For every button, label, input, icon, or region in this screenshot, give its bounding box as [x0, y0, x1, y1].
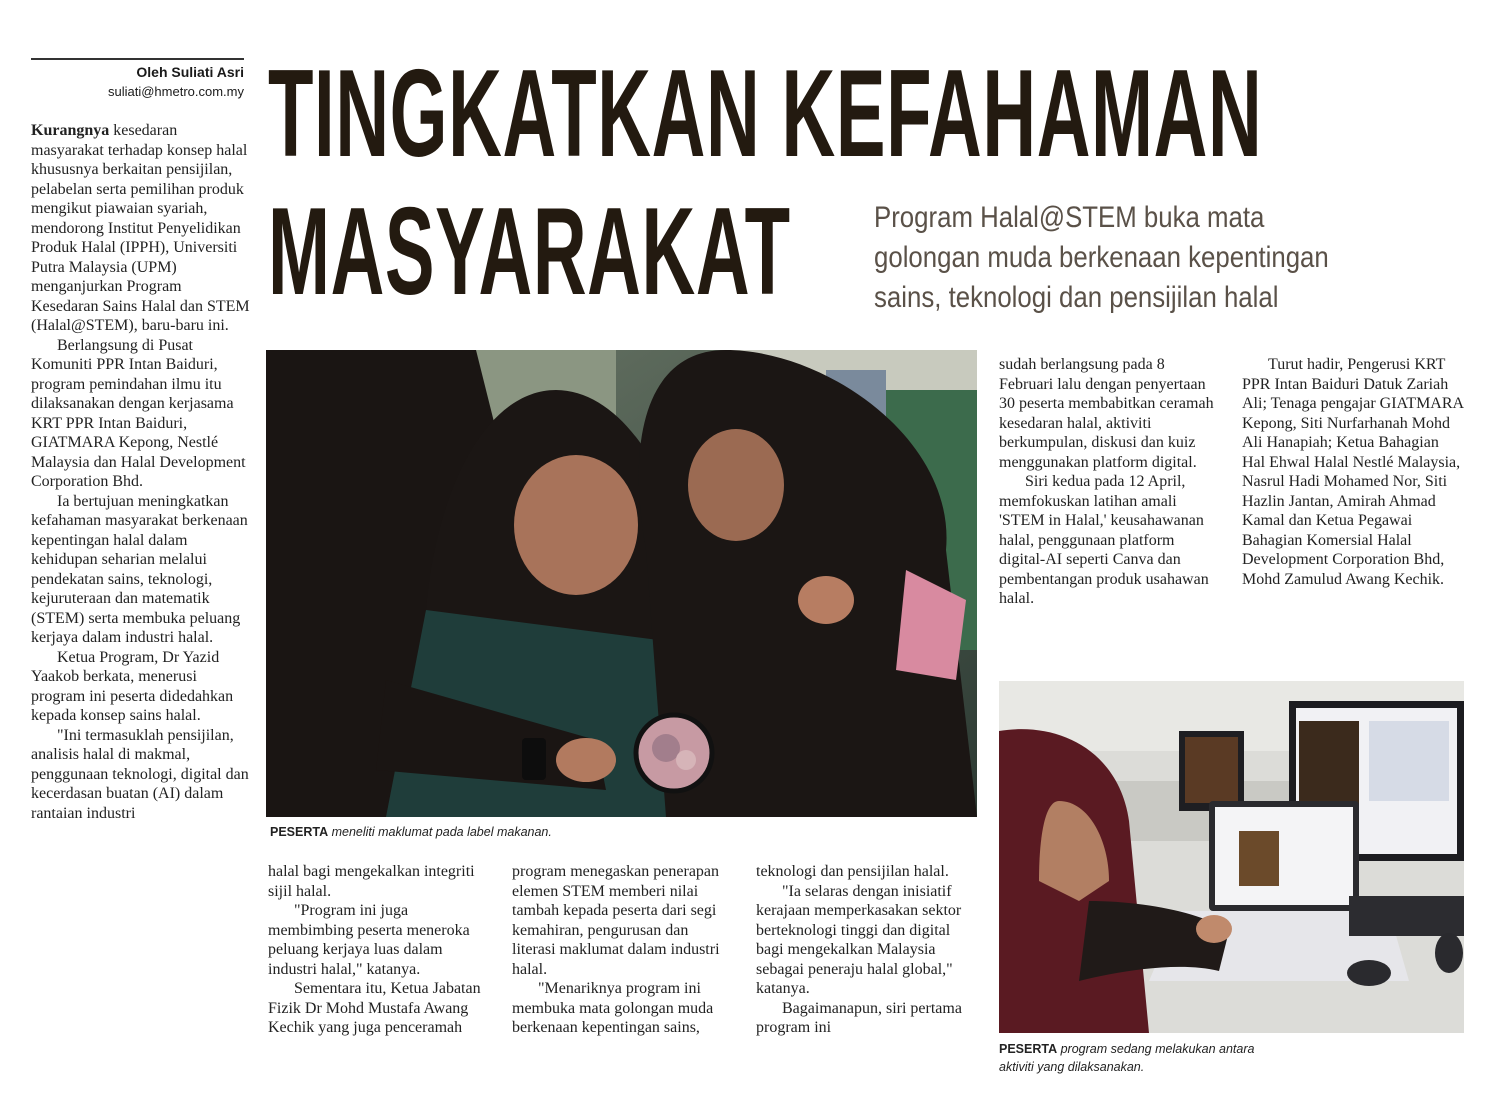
paragraph: Ia bertujuan meningkatkan kefahaman masyarakat berkenaan kepentingan halal dalam kehidupan seharian melalui pendekatan sains, teknologi, kejuruteraan dan matematik (STEM) serta membuka peluang kerjaya dalam industri halal.: [31, 492, 248, 646]
article-column-6: [1242, 355, 1464, 589]
paragraph: Bagaimanapun, siri pertama program ini: [756, 999, 962, 1036]
article-column-5: [999, 355, 1221, 609]
article-column-2: [268, 862, 490, 1038]
article-column-1: [31, 121, 251, 823]
subheadline: Program Halal@STEM buka mata golongan muda berkenaan kepentingan sains, teknologi dan pensijilan halal: [874, 201, 1329, 314]
paragraph: "Program ini juga membimbing peserta meneroka peluang kerjaya luas dalam industri halal," katanya.: [268, 902, 470, 978]
photo-caption-1: [270, 823, 976, 841]
caption-lead: PESERTA: [999, 1042, 1058, 1056]
paragraph: sudah berlangsung pada 8 Februari lalu dengan penyertaan 30 peserta membabitkan ceramah kesedaran halal, aktiviti berkumpulan, diskusi dan kuiz menggunakan platform digital.: [999, 356, 1214, 471]
photo-caption-2: [999, 1040, 1289, 1076]
paragraph: halal bagi mengekalkan integriti sijil halal.: [268, 863, 475, 900]
paragraph: Sementara itu, Ketua Jabatan Fizik Dr Mohd Mustafa Awang Kechik yang juga penceramah: [268, 980, 481, 1036]
caption-lead: PESERTA: [270, 825, 329, 839]
caption-text: meneliti maklumat pada label makanan.: [328, 825, 552, 839]
paragraph: Ketua Program, Dr Yazid Yaakob berkata, menerusi program ini peserta didedahkan kepada konsep sains halal.: [31, 648, 234, 724]
byline-email: suliati@hmetro.com.my: [107, 84, 244, 99]
article-column-4: [756, 862, 978, 1038]
second-photo: [999, 681, 1464, 1033]
paragraph: Turut hadir, Pengerusi KRT PPR Intan Baiduri Datuk Zariah Ali; Tenaga pengajar GIATMARA Kepong, Siti Nurfarhanah Mohd Ali Hanapiah; Ketua Bahagian Hal Ehwal Halal Nestlé Malaysia, Nasrul Hadi Mohamed Nor, Siti Hazlin Jantan, Amirah Ahmad Kamal dan Ketua Pegawai Bahagian Komersial Halal Development Corporation Bhd, Mohd Zamulud Awang Kechik.: [1242, 356, 1464, 588]
caption-text: program sedang melakukan antara aktiviti yang dilaksanakan.: [999, 1042, 1255, 1074]
headline-line-2: MASYARAKAT: [268, 183, 791, 321]
paragraph: [31, 121, 251, 336]
byline-rule: [31, 58, 244, 60]
paragraph: Siri kedua pada 12 April, memfokuskan latihan amali 'STEM in Halal,' keusahawanan halal, penggunaan platform digital-AI seperti Canva dan pembentangan produk usahawan halal.: [999, 473, 1209, 607]
headline-line-1: TINGKATKAN KEFAHAMAN: [268, 45, 1263, 183]
paragraph: teknologi dan pensijilan halal.: [756, 863, 949, 880]
main-photo: [266, 350, 977, 817]
lead-word: Kurangnya: [31, 122, 110, 139]
article-column-3: [512, 862, 734, 1038]
paragraph: "Ini termasuklah pensijilan, analisis halal di makmal, penggunaan teknologi, digital dan kecerdasan buatan (AI) dalam rantaian industri: [31, 726, 249, 822]
paragraph: Berlangsung di Pusat Komuniti PPR Intan Baiduri, program pemindahan ilmu itu dilaksanakan dengan kerjasama KRT PPR Intan Baiduri, GIATMARA Kepong, Nestlé Malaysia dan Halal Development Corporation Bhd.: [31, 336, 246, 490]
paragraph-text: kesedaran masyarakat terhadap konsep halal khususnya berkaitan pensijilan, pelabelan serta pemilihan produk mengikut piawaian syariah, mendorong Institut Penyelidikan Produk Halal (IPPH), Universiti Putra Malaysia (UPM) menganjurkan Program Kesedaran Sains Halal dan STEM (Halal@STEM), baru-baru ini.: [31, 122, 250, 334]
byline-author: Oleh Suliati Asri: [136, 64, 244, 80]
paragraph: "Menariknya program ini membuka mata golongan muda berkenaan kepentingan sains,: [512, 980, 714, 1036]
paragraph: "Ia selaras dengan inisiatif kerajaan memperkasakan sektor berteknologi tinggi dan digital bagi mengekalkan Malaysia sebagai peneraju halal global," katanya.: [756, 882, 962, 997]
paragraph: program menegaskan penerapan elemen STEM memberi nilai tambah kepada peserta dari segi kemahiran, pengurusan dan literasi maklumat dalam industri halal.: [512, 863, 720, 978]
